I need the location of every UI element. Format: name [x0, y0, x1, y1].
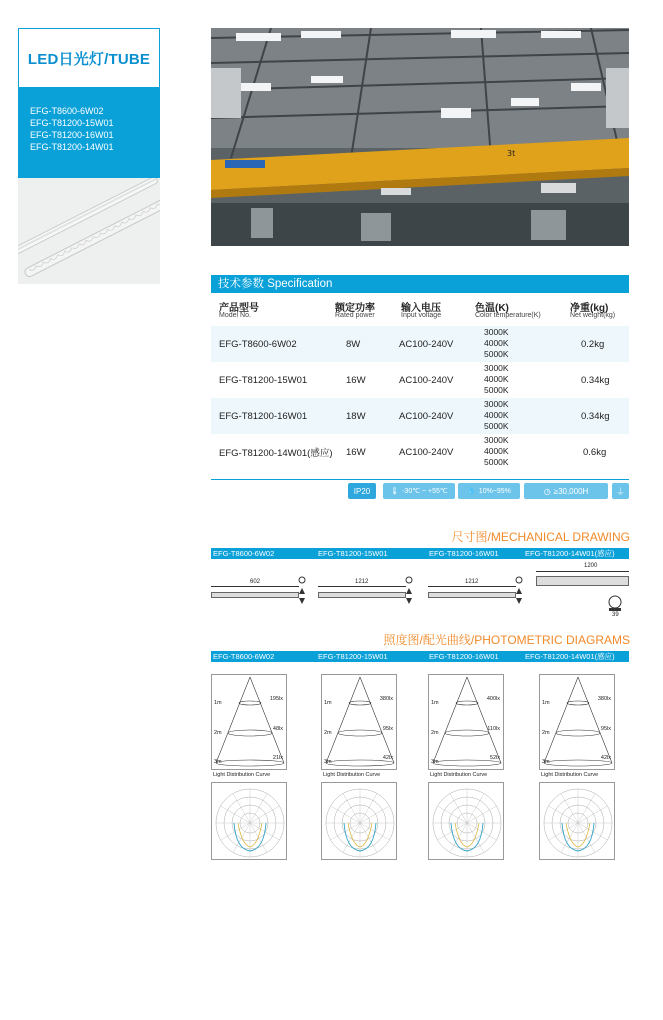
row-model: EFG-T81200-15W01 — [219, 374, 308, 386]
lux-value: 195lx — [269, 696, 283, 702]
sidebar-model: EFG-T8600-6W02 — [30, 106, 104, 116]
temp-value: 5000K — [484, 385, 509, 395]
distance-label: 1m — [431, 700, 439, 706]
tube-cross-section-icon — [606, 594, 624, 612]
row-weight: 0.34kg — [581, 374, 610, 386]
header-power-en: Rated power — [335, 312, 375, 319]
row-temps — [484, 399, 509, 432]
row-power: 8W — [346, 338, 361, 350]
thermometer-icon: 🌡 — [390, 488, 400, 495]
distance-label: 2m — [542, 730, 550, 736]
temp-value: 3000K — [484, 327, 509, 337]
row-model: EFG-T8600-6W02 — [219, 338, 297, 350]
photo-model-label: EFG-T8600-6W02 — [213, 652, 275, 661]
distance-label: 1m — [324, 700, 332, 706]
distance-label: 1m — [214, 700, 222, 706]
light-distribution-curve — [321, 782, 397, 860]
curve-caption: Light Distribution Curve — [323, 772, 381, 778]
mech-model-label: EFG-T81200-14W01(感应) — [525, 549, 615, 558]
dimension-length: 1200 — [584, 563, 598, 569]
dimension-line — [211, 586, 299, 587]
lux-value: 400lx — [486, 696, 500, 702]
row-model: EFG-T81200-14W01(感应) — [219, 448, 333, 459]
header-power-cn: 额定功率 — [335, 303, 375, 314]
row-voltage: AC100-240V — [399, 338, 454, 350]
row-power: 18W — [346, 410, 366, 422]
photometric-model-bar — [211, 651, 629, 662]
mech-model-label: EFG-T81200-15W01 — [318, 549, 388, 558]
temperature-range: -30℃ ~ +55℃ — [402, 488, 448, 495]
ground-symbol-icon: ⏚ — [612, 483, 629, 499]
distance-label: 2m — [214, 730, 222, 736]
clock-icon: ◷ — [543, 486, 551, 496]
photometric-title: 照度图/配光曲线/PHOTOMETRIC DIAGRAMS — [383, 633, 630, 647]
tube-drawing — [318, 592, 406, 598]
photo-model-label: EFG-T81200-16W01 — [429, 652, 499, 661]
droplet-icon: 💧 — [467, 488, 476, 495]
photo-model-label: EFG-T81200-15W01 — [318, 652, 388, 661]
tube-drawing — [211, 592, 299, 598]
header-weight-en: Net weight(kg) — [570, 312, 616, 319]
lux-value: 380lx — [379, 696, 393, 702]
header-cct-cn: 色温(K) — [475, 303, 509, 314]
distance-label: 3m — [214, 759, 222, 765]
sensor-tube-drawing — [536, 576, 629, 586]
row-voltage: AC100-240V — [399, 374, 454, 386]
end-cap-drawing — [296, 570, 308, 606]
sidebar-model: EFG-T81200-15W01 — [30, 118, 114, 128]
temp-value: 4000K — [484, 410, 509, 420]
lux-value: 21lx — [272, 755, 283, 761]
spec-title-bar: 技术参数 Specification — [211, 275, 629, 293]
distance-label: 2m — [324, 730, 332, 736]
table-row — [211, 398, 629, 434]
sidebar-model: EFG-T81200-14W01 — [30, 142, 114, 152]
lux-value: 380lx — [597, 696, 611, 702]
lux-value: 42lx — [382, 755, 393, 761]
header-weight-cn: 净重(kg) — [570, 303, 609, 314]
distance-label: 1m — [542, 700, 550, 706]
row-temps — [484, 363, 509, 396]
header-model-en: Model No. — [219, 312, 251, 319]
header-voltage-en: Input voltage — [401, 312, 442, 319]
table-row — [211, 434, 629, 470]
row-weight: 0.2kg — [581, 338, 605, 350]
dimension-line — [536, 571, 629, 572]
distance-label: 3m — [324, 759, 332, 765]
temp-value: 5000K — [484, 421, 509, 431]
mech-model-label: EFG-T81200-16W01 — [429, 549, 499, 558]
table-row — [211, 362, 629, 398]
tube-drawing — [428, 592, 516, 598]
distance-label: 2m — [431, 730, 439, 736]
lifetime-badge — [524, 483, 608, 499]
lux-value: 42lx — [600, 755, 611, 761]
curve-caption: Light Distribution Curve — [430, 772, 488, 778]
temperature-badge — [383, 483, 455, 499]
curve-caption: Light Distribution Curve — [541, 772, 599, 778]
sidebar-model: EFG-T81200-16W01 — [30, 130, 114, 140]
crane-label: 3t — [507, 149, 516, 158]
lux-value: 95lx — [382, 726, 393, 732]
temp-value: 4000K — [484, 338, 509, 348]
row-weight: 0.34kg — [581, 410, 610, 422]
lifetime-value: ≥30,000H — [553, 486, 589, 496]
row-voltage: AC100-240V — [399, 410, 454, 422]
temp-value: 3000K — [484, 363, 509, 373]
lux-value: 48lx — [272, 726, 283, 732]
sidebar-title: LED日光灯/TUBE — [27, 50, 151, 68]
spec-table-header — [211, 293, 629, 325]
end-cap-drawing — [403, 570, 415, 606]
sidebar-model-list — [18, 88, 160, 178]
light-distribution-curve — [428, 782, 504, 860]
illuminance-diagram — [428, 674, 504, 770]
table-row — [211, 326, 629, 362]
curve-caption: Light Distribution Curve — [213, 772, 271, 778]
factory-interior-photo — [211, 28, 629, 246]
dimension-length: 1212 — [465, 579, 479, 585]
humidity-badge — [458, 483, 520, 499]
lux-value: 110lx — [487, 726, 500, 732]
illuminance-diagram — [211, 674, 287, 770]
temp-value: 5000K — [484, 457, 509, 467]
row-temps — [484, 435, 509, 468]
row-temps — [484, 327, 509, 360]
distance-label: 3m — [431, 759, 439, 765]
lux-value: 95lx — [600, 726, 611, 732]
header-cct-en: Color temperature(K) — [475, 312, 541, 319]
photo-model-label: EFG-T81200-14W01(感应) — [525, 652, 615, 661]
illuminance-diagram — [321, 674, 397, 770]
dimension-line — [318, 586, 406, 587]
illuminance-diagram — [539, 674, 615, 770]
dimension-length: 1212 — [355, 579, 369, 585]
temp-value: 4000K — [484, 374, 509, 384]
spec-bottom-rule — [211, 479, 629, 480]
light-distribution-curve — [539, 782, 615, 860]
sidebar-title-box — [18, 28, 160, 88]
temp-value: 5000K — [484, 349, 509, 359]
temp-value: 3000K — [484, 435, 509, 445]
header-model-cn: 产品型号 — [219, 303, 259, 314]
header-voltage-cn: 输入电压 — [401, 303, 441, 314]
dimension-height: 39 — [612, 612, 619, 618]
tube-product-photo — [18, 178, 160, 284]
ip-rating-badge: IP20 — [348, 483, 376, 499]
distance-label: 3m — [542, 759, 550, 765]
mech-model-label: EFG-T8600-6W02 — [213, 549, 275, 558]
row-power: 16W — [346, 446, 366, 458]
humidity-range: 10%~95% — [478, 487, 511, 495]
light-distribution-curve — [211, 782, 287, 860]
row-voltage: AC100-240V — [399, 446, 454, 458]
mechanical-model-bar — [211, 548, 629, 559]
temp-value: 3000K — [484, 399, 509, 409]
dimension-length: 602 — [250, 579, 261, 585]
row-model: EFG-T81200-16W01 — [219, 410, 308, 422]
temp-value: 4000K — [484, 446, 509, 456]
end-cap-drawing — [513, 570, 525, 606]
lux-value: 52lx — [489, 755, 500, 761]
mechanical-title: 尺寸图/MECHANICAL DRAWING — [451, 530, 630, 544]
dimension-line — [428, 586, 516, 587]
row-power: 16W — [346, 374, 366, 386]
row-weight: 0.6kg — [583, 446, 607, 458]
